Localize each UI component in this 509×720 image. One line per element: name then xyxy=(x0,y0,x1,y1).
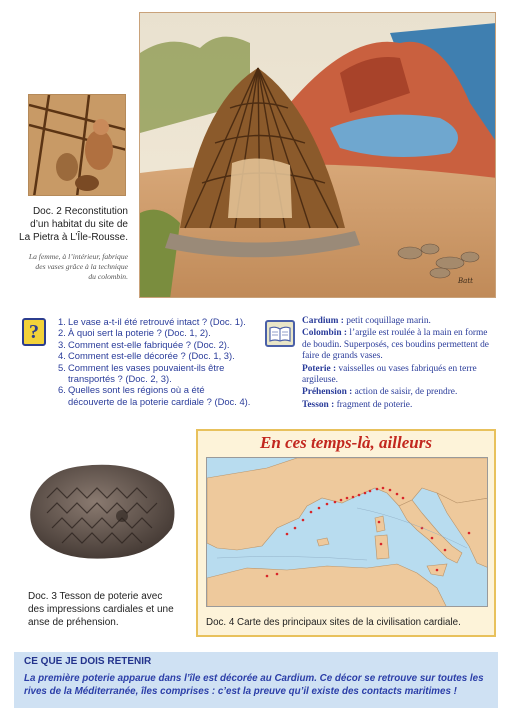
glossary-term: Préhension : xyxy=(302,387,353,398)
book-icon xyxy=(265,320,295,347)
retenir-box xyxy=(14,652,498,708)
glossary-definition: fragment de poterie. xyxy=(334,399,413,410)
doc3-caption-line: Doc. 3 Tesson de poterie avec xyxy=(28,591,163,602)
retenir-text: La première poterie apparue dans l’île est décorée au Cardium. Ce décor se retrouve sur toutes les rives de la Méditerranée, îles comprises : c’est la preuve qu’il existe des contacts maritimes ! xyxy=(24,673,484,697)
question-item xyxy=(58,362,263,385)
question-number: 3. xyxy=(58,338,66,350)
question-text: Comment est-elle fabriquée ? (Doc. 2). xyxy=(68,338,230,350)
doc2-subcaption xyxy=(8,252,128,282)
question-text: À quoi sert la poterie ? (Doc. 1, 2). xyxy=(68,327,211,339)
glossary-definition: petit coquillage marin. xyxy=(343,316,431,326)
illustration-signature: Batt xyxy=(458,277,473,285)
glossary-term: Poterie : xyxy=(302,363,337,374)
hut-illustration xyxy=(139,12,496,298)
pottery-shard-photo xyxy=(22,458,182,563)
doc3-caption xyxy=(28,590,198,629)
question-number: 5. xyxy=(58,361,66,373)
glossary-term: Cardium : xyxy=(302,316,344,326)
glossary-definition: vaisselles ou vases fabriqués en terre argileuse. xyxy=(302,363,477,386)
question-item xyxy=(58,384,263,407)
retenir-title: CE QUE JE DOIS RETENIR xyxy=(24,656,152,667)
question-number: 1. xyxy=(58,316,66,327)
doc3-caption-line: des impressions cardiales et une xyxy=(28,604,174,615)
question-number: 4. xyxy=(58,350,66,362)
glossary-entry xyxy=(302,364,497,387)
mediterranean-map xyxy=(206,457,488,607)
question-text: Quelles sont les régions où a été xyxy=(68,384,205,396)
questions-list xyxy=(58,316,263,407)
question-text: Comment est-elle décorée ? (Doc. 1, 3). xyxy=(68,350,235,362)
glossary-definition: action de saisir, de prendre. xyxy=(352,387,458,398)
doc2-caption-line: La Pietra à L’Île-Rousse. xyxy=(19,232,128,243)
question-text: découverte de la poterie cardiale ? (Doc. 4). xyxy=(68,395,251,407)
glossary-term: Colombin : xyxy=(302,328,348,339)
question-item xyxy=(58,339,263,350)
question-number: 2. xyxy=(58,327,66,339)
doc3-caption-line: anse de préhension. xyxy=(28,617,119,628)
question-text: Comment les vases pouvaient-ils être xyxy=(68,361,225,373)
doc2-subcaption-line: du colombin. xyxy=(88,272,128,281)
map-panel xyxy=(196,429,496,637)
question-text: transportés ? (Doc. 2, 3). xyxy=(68,373,172,385)
doc2-caption-line: d’un habitat du site de xyxy=(30,219,128,230)
doc2-caption xyxy=(10,205,128,244)
map-panel-title: En ces temps-là, ailleurs xyxy=(260,433,432,452)
glossary-entry xyxy=(302,316,497,327)
question-item xyxy=(58,316,263,327)
doc2-subcaption-line: des vases grâce à la technique xyxy=(35,262,128,271)
question-item xyxy=(58,350,263,361)
glossary xyxy=(302,316,497,412)
inset-illustration xyxy=(28,94,126,196)
glossary-term: Tesson : xyxy=(302,399,335,410)
glossary-entry xyxy=(302,387,497,398)
question-text: Le vase a-t-il été retrouvé intact ? (Doc. 1). xyxy=(68,316,246,327)
question-icon-glyph: ? xyxy=(29,320,39,343)
question-icon xyxy=(22,318,46,346)
doc4-caption: Doc. 4 Carte des principaux sites de la civilisation cardiale. xyxy=(206,617,461,628)
glossary-entry xyxy=(302,400,497,411)
glossary-entry xyxy=(302,328,497,362)
question-item xyxy=(58,327,263,338)
doc2-caption-line: Doc. 2 Reconstitution xyxy=(32,206,128,217)
doc2-subcaption-line: La femme, à l’intérieur, fabrique xyxy=(28,252,128,261)
question-number: 6. xyxy=(58,384,66,396)
glossary-definition: l’argile est roulée à la main en forme de boudin. Superposés, ces boudins permettent de faire de grands vases. xyxy=(302,328,489,362)
